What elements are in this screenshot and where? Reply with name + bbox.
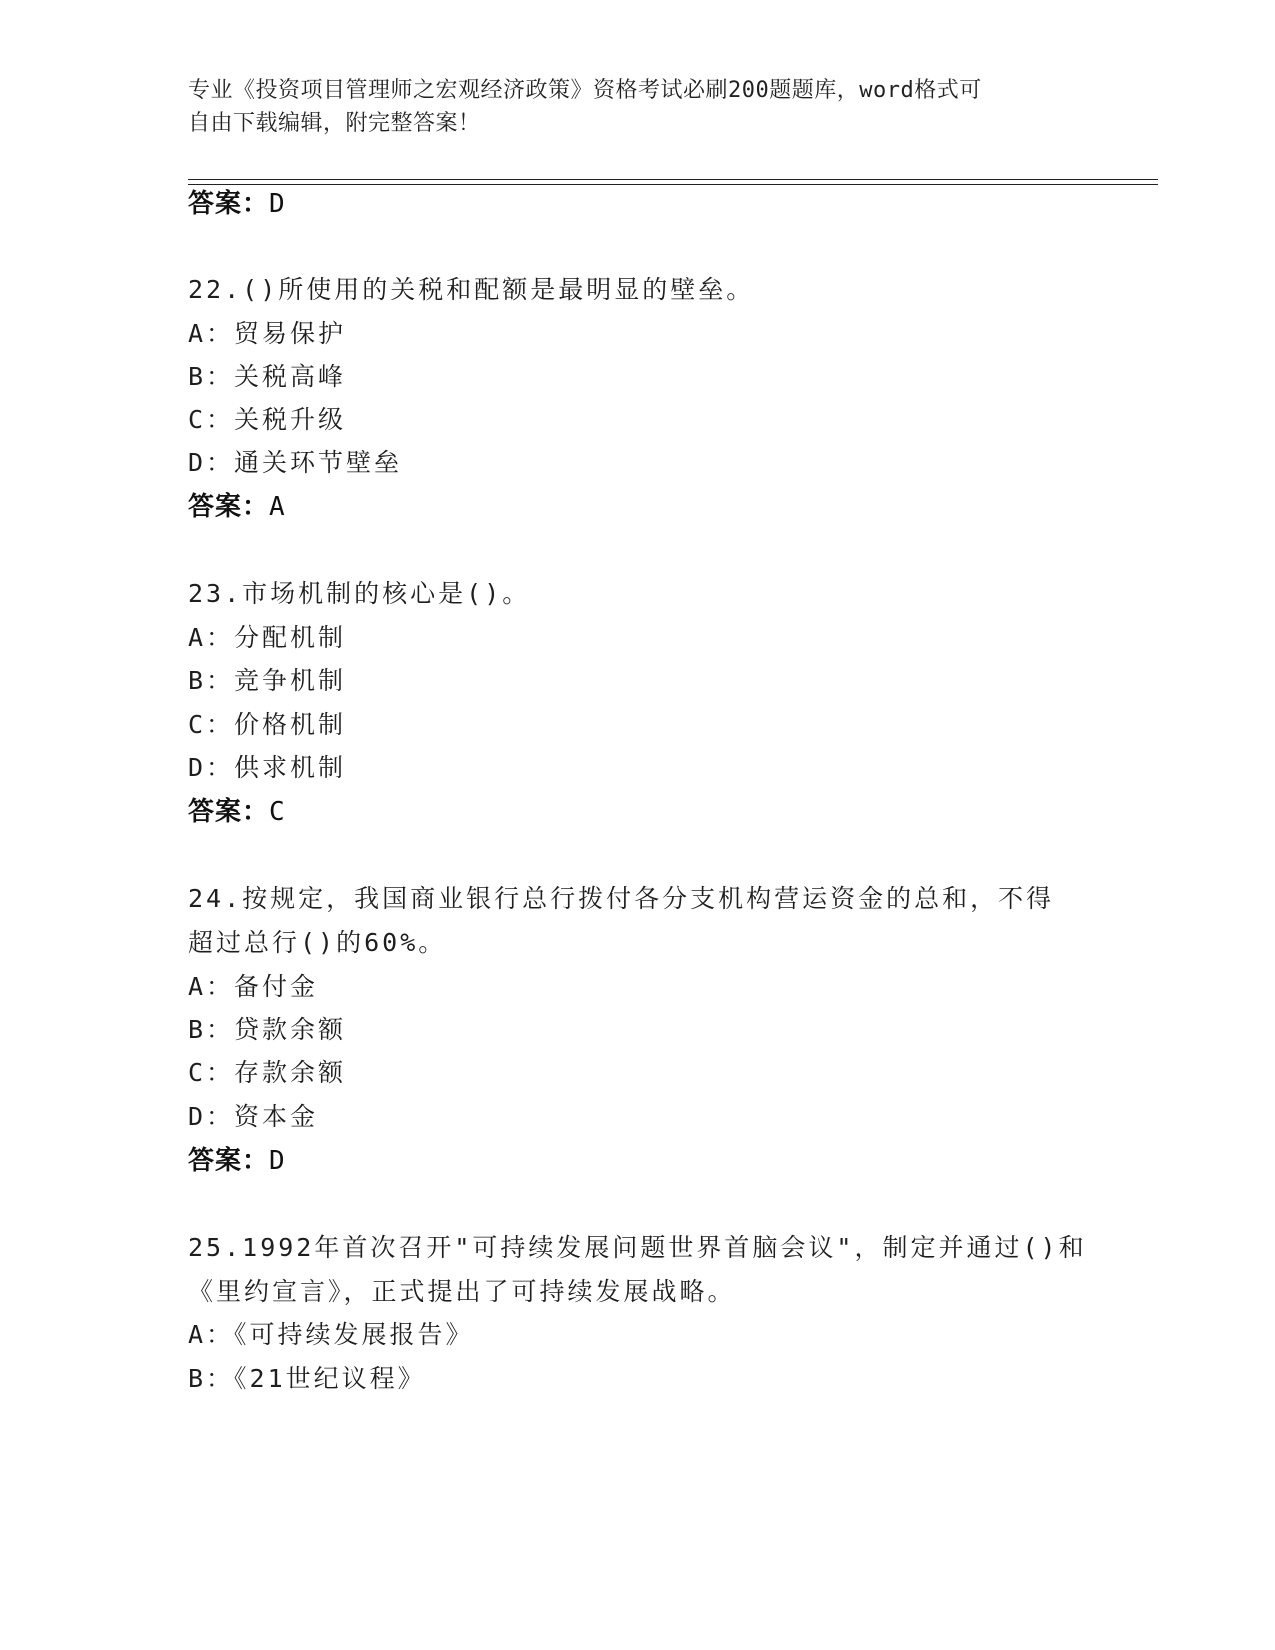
option-d: D：资本金 — [188, 1102, 319, 1131]
answer-line — [188, 490, 286, 524]
question-stem-continued: 《里约宣言》，正式提出了可持续发展战略。 — [188, 1277, 736, 1306]
answer-label: 答案： — [188, 797, 270, 827]
option-a: A：分配机制 — [188, 623, 347, 652]
option-d: D：通关环节壁垒 — [188, 448, 403, 477]
answer-label: 答案： — [188, 189, 270, 219]
answer-value: D — [269, 1146, 286, 1176]
option-b: B：关税高峰 — [188, 362, 347, 391]
header-divider-top — [188, 179, 1158, 180]
option-d: D：供求机制 — [188, 753, 347, 782]
document-header — [188, 74, 1088, 140]
question-stem: 25.1992年首次召开"可持续发展问题世界首脑会议"，制定并通过()和 — [188, 1233, 1087, 1262]
option-c: C：存款余额 — [188, 1058, 347, 1087]
option-a: A：备付金 — [188, 972, 319, 1001]
answer-line — [188, 1144, 286, 1178]
option-c: C：价格机制 — [188, 710, 347, 739]
header-divider-bottom — [188, 184, 1158, 185]
option-c: C：关税升级 — [188, 405, 347, 434]
question-stem: 22.()所使用的关税和配额是最明显的壁垒。 — [188, 275, 755, 304]
header-line-2: 自由下载编辑，附完整答案！ — [188, 111, 481, 136]
option-a: A：贸易保护 — [188, 319, 347, 348]
question-stem-continued: 超过总行()的60%。 — [188, 928, 447, 957]
answer-value: C — [269, 797, 286, 827]
option-b: B：竞争机制 — [188, 666, 347, 695]
question-stem: 23.市场机制的核心是()。 — [188, 579, 531, 608]
header-line-1: 专业《投资项目管理师之宏观经济政策》资格考试必刷200题题库，word格式可 — [188, 78, 982, 103]
answer-value: D — [269, 189, 286, 219]
question-stem: 24.按规定，我国商业银行总行拨付各分支机构营运资金的总和，不得 — [188, 884, 1055, 913]
option-b: B：贷款余额 — [188, 1015, 347, 1044]
option-b: B：《21世纪议程》 — [188, 1364, 426, 1393]
answer-line — [188, 795, 286, 829]
answer-label: 答案： — [188, 492, 270, 522]
answer-label: 答案： — [188, 1146, 270, 1176]
answer-value: A — [269, 492, 286, 522]
option-a: A：《可持续发展报告》 — [188, 1320, 474, 1349]
answer-line — [188, 187, 286, 221]
